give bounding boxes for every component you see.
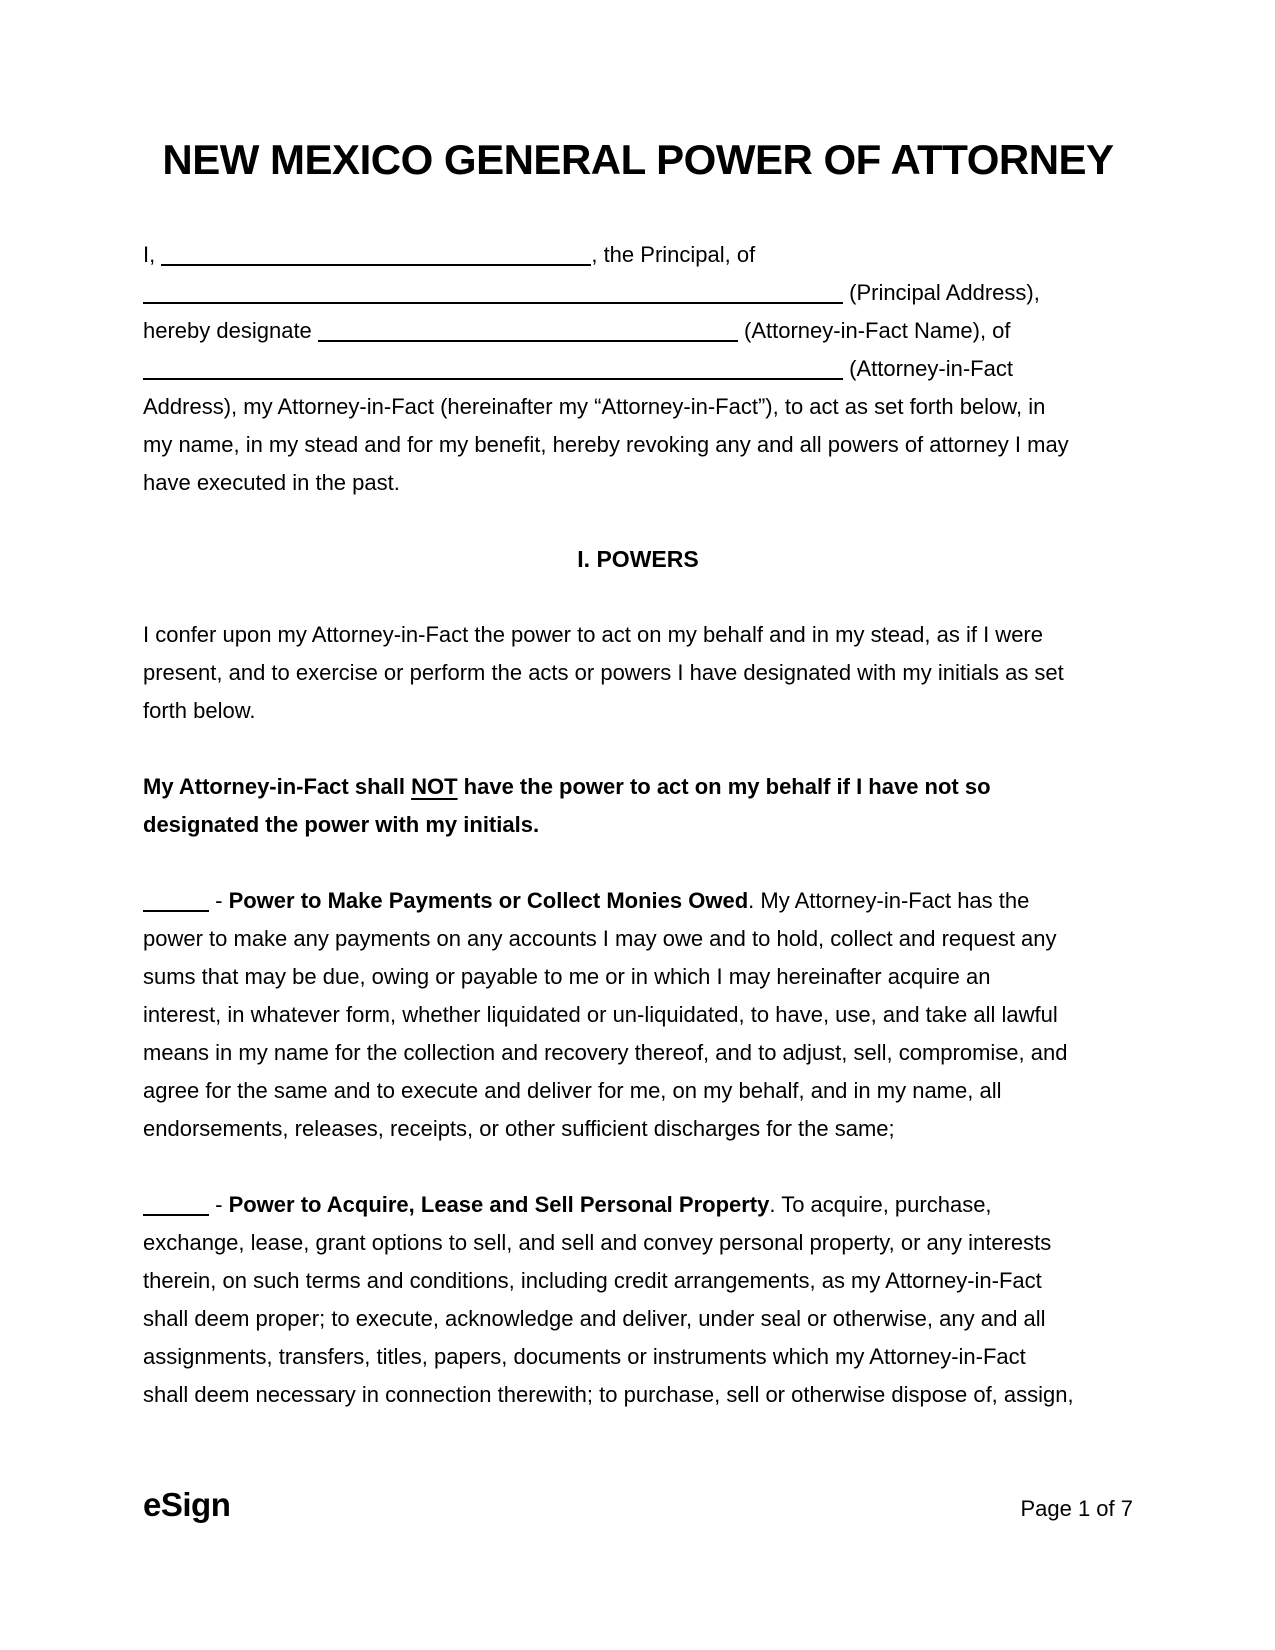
text-line: I confer upon my Attorney-in-Fact the power to act on my behalf and in my stead, as if I were	[143, 622, 1043, 647]
text-line: I, , the Principal, of	[143, 242, 756, 267]
powers-intro-paragraph	[143, 616, 1133, 730]
text-line: my name, in my stead and for my benefit, hereby revoking any and all powers of attorney I may	[143, 432, 1069, 457]
esign-logo: eSign	[143, 1486, 231, 1523]
document-body	[143, 236, 1133, 1414]
text-line: power to make any payments on any accounts I may owe and to hold, collect and request any	[143, 926, 1057, 951]
text-line: I. POWERS	[577, 546, 699, 572]
text-line: My Attorney-in-Fact shall NOT have the power to act on my behalf if I have not so	[143, 774, 991, 799]
page-footer	[143, 1486, 1133, 1524]
fill-in-blank	[143, 302, 843, 304]
text-line: forth below.	[143, 698, 256, 723]
initials-notice-paragraph	[143, 768, 1133, 844]
text-line: - Power to Make Payments or Collect Monies Owed. My Attorney-in-Fact has the	[143, 882, 1133, 920]
intro-paragraph	[143, 236, 1133, 502]
fill-in-blank	[318, 340, 738, 342]
page-number: Page 1 of 7	[1020, 1496, 1133, 1521]
text-line: hereby designate (Attorney-in-Fact Name), of	[143, 318, 1011, 343]
text-line: designated the power with my initials.	[143, 812, 540, 837]
text-line: (Principal Address),	[143, 274, 1133, 312]
fill-in-blank	[161, 264, 591, 266]
powers-section-heading	[143, 540, 1133, 578]
fill-in-blank	[143, 378, 843, 380]
text-line: Address), my Attorney-in-Fact (hereinafter my “Attorney-in-Fact”), to act as set forth below, in	[143, 394, 1046, 419]
text-line: assignments, transfers, titles, papers, documents or instruments which my Attorney-in-Fact	[143, 1344, 1026, 1369]
text-line: means in my name for the collection and recovery thereof, and to adjust, sell, compromise, and	[143, 1040, 1068, 1065]
text-line: exchange, lease, grant options to sell, and sell and convey personal property, or any interests	[143, 1230, 1052, 1255]
text-line: therein, on such terms and conditions, including credit arrangements, as my Attorney-in-Fact	[143, 1268, 1042, 1293]
text-line: interest, in whatever form, whether liquidated or un-liquidated, to have, use, and take all lawful	[143, 1002, 1058, 1027]
text-line: present, and to exercise or perform the acts or powers I have designated with my initials as set	[143, 660, 1064, 685]
text-line: - Power to Acquire, Lease and Sell Personal Property. To acquire, purchase,	[143, 1186, 1133, 1224]
fill-in-blank	[143, 910, 209, 912]
power-personal-property-paragraph	[143, 1186, 1133, 1414]
text-line: endorsements, releases, receipts, or other sufficient discharges for the same;	[143, 1116, 895, 1141]
text-line: shall deem proper; to execute, acknowledge and deliver, under seal or otherwise, any and all	[143, 1306, 1046, 1331]
text-line: agree for the same and to execute and deliver for me, on my behalf, and in my name, all	[143, 1078, 1002, 1103]
power-payments-paragraph	[143, 882, 1133, 1148]
document-title: NEW MEXICO GENERAL POWER OF ATTORNEY	[162, 136, 1114, 183]
fill-in-blank	[143, 1214, 209, 1216]
text-line: shall deem necessary in connection therewith; to purchase, sell or otherwise dispose of, assign,	[143, 1382, 1074, 1407]
text-line: (Attorney-in-Fact	[143, 350, 1133, 388]
text-line: have executed in the past.	[143, 470, 400, 495]
text-line: sums that may be due, owing or payable to me or in which I may hereinafter acquire an	[143, 964, 991, 989]
document-content	[143, 137, 1133, 1414]
